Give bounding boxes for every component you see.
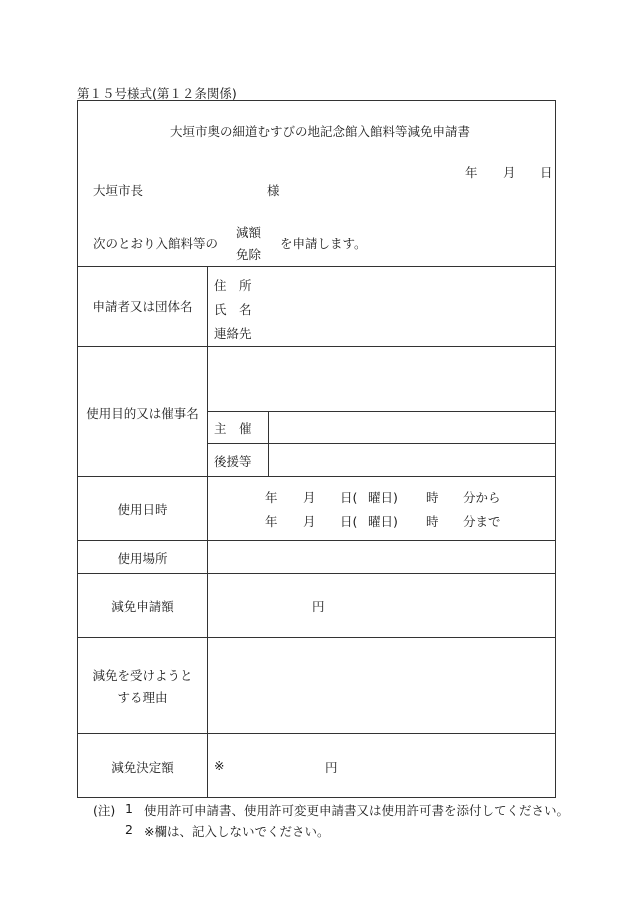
row-divider [77,476,556,477]
honorific: 様 [267,183,280,198]
decided-yen: 円 [325,760,338,775]
end-year: 年 [265,514,278,529]
date-day-label: 日 [540,165,553,180]
date-year-label: 年 [465,165,478,180]
row-divider [77,637,556,638]
place-label: 使用場所 [117,551,168,566]
start-day: 日( [340,490,358,505]
sponsor-label: 後援等 [214,454,252,469]
row-divider [77,266,556,267]
row-divider [77,540,556,541]
start-hour: 時 [426,490,439,505]
end-day: 日( [340,514,358,529]
end-minute: 分まで [463,514,501,529]
row-divider [77,346,556,347]
end-month: 月 [303,514,316,529]
request-prefix: 次のとおり入館料等の [93,236,219,251]
start-month: 月 [303,490,316,505]
row-divider [207,411,556,412]
note-2-text: ※欄は、記入しないでください。 [144,824,330,839]
request-suffix: を申請します。 [280,236,367,251]
name-label: 氏 名 [214,302,252,317]
option-exempt: 免除 [236,247,262,262]
date-month-label: 月 [503,165,516,180]
start-weekday: 曜日) [368,490,398,505]
notes-prefix: (注) [93,803,116,818]
note-2-number: 2 [125,822,133,837]
address-label: 住 所 [214,278,252,293]
start-year: 年 [265,490,278,505]
reason-label-line1: 減免を受けようと [92,668,193,683]
form-title: 大垣市奥の細道むすびの地記念館入館料等減免申請書 [170,124,471,139]
end-hour: 時 [426,514,439,529]
column-divider [207,266,208,798]
amount-label: 減免申請額 [111,599,174,614]
start-minute: 分から [463,490,501,505]
row-divider [207,443,556,444]
row-divider [77,733,556,734]
contact-label: 連絡先 [214,326,252,341]
purpose-label: 使用目的又は催事名 [86,406,199,421]
form-number: 第１５号様式(第１２条関係) [77,86,237,101]
column-divider [268,411,269,476]
organizer-label: 主 催 [214,421,252,436]
decided-label: 減免決定額 [111,760,174,775]
datetime-label: 使用日時 [117,502,168,517]
applicant-label: 申請者又は団体名 [92,299,193,314]
note-1-number: 1 [125,801,133,816]
option-reduce: 減額 [236,225,262,240]
addressee: 大垣市長 [93,183,144,198]
office-use-mark: ※ [214,758,225,773]
note-1-text: 使用許可申請書、使用許可変更申請書又は使用許可書を添付してください。 [144,803,570,818]
end-weekday: 曜日) [368,514,398,529]
row-divider [77,573,556,574]
reason-label-line2: する理由 [117,690,168,705]
amount-yen: 円 [312,599,325,614]
